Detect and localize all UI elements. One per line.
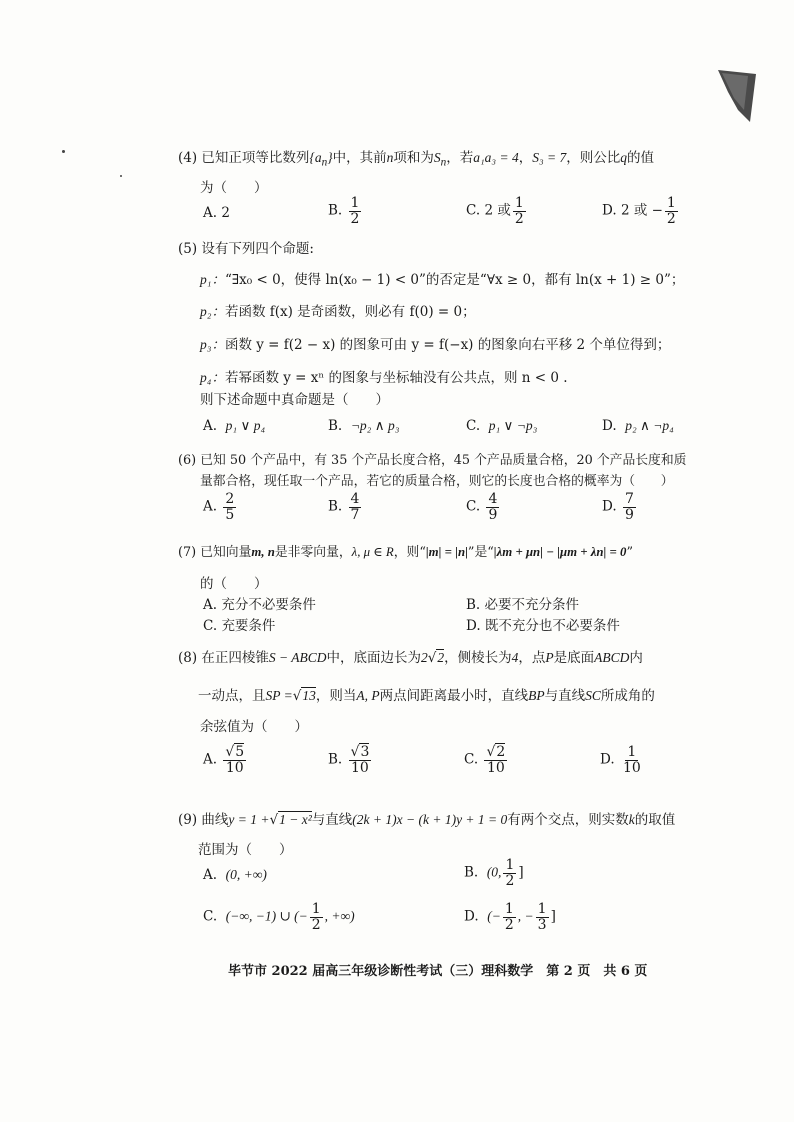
option-value: 2 或 (484, 202, 511, 219)
q8-point: P (545, 650, 554, 665)
fraction-radicand: 5 (235, 744, 245, 760)
q6-line2: 量都合格，现任取一个产品，若它的质量合格，则它的长度也合格的概率为（ ） (200, 474, 674, 489)
fraction-num: 1 (666, 195, 676, 211)
option-label: A. (203, 751, 218, 768)
fraction (349, 492, 362, 522)
q7-option-a[interactable] (203, 593, 316, 613)
proposition-text: “∃x₀ < 0，使得 ln(x₀ − 1) < 0”的否定是“∀x ≥ 0，都有 ln(x + 1) ≥ 0”； (224, 272, 685, 288)
q4-option-b[interactable] (328, 196, 363, 226)
fraction-num: 2 (225, 491, 235, 507)
option-value: ] (550, 908, 556, 925)
fraction-radicand: 3 (360, 744, 370, 760)
q4-text: 的值 (627, 150, 655, 166)
fraction: $\frac{√5}{10}$ (225, 744, 245, 776)
q8-line-sc: SC (585, 688, 601, 703)
option-value: ¬p₂ ∧ p₃ (350, 418, 400, 433)
q4-option-d[interactable] (602, 196, 680, 226)
proposition-label: p₁： (200, 272, 225, 287)
fraction-den: 10 (486, 759, 505, 776)
fraction-num: 4 (488, 491, 498, 507)
q7-text: ，则“ (393, 545, 426, 560)
option-value: p₂ ∧ ¬p₄ (625, 418, 674, 433)
option-value: 2 或 − (620, 202, 663, 219)
q4-stem-line1 (178, 146, 654, 169)
q8-option-a[interactable] (203, 745, 248, 775)
q8-text: 两点间距离最小时，直线 (379, 688, 529, 704)
proposition-text: 若幂函数 y = xⁿ 的图象与坐标轴没有公共点，则 n < 0 . (224, 370, 568, 386)
fraction (310, 902, 323, 932)
fraction-den: 9 (488, 506, 498, 523)
fraction-num: 1 (350, 195, 360, 211)
q7-option-b[interactable] (466, 593, 579, 613)
q9-text: 与直线 (311, 812, 353, 828)
option-label: A. (203, 418, 218, 434)
fraction (536, 902, 549, 932)
option-label: D. (464, 908, 479, 925)
q4-condition: S₃ = 7 (532, 150, 567, 165)
fraction (503, 858, 516, 888)
q7-text: ”是“ (467, 545, 494, 560)
q4-seq-sub: n (321, 156, 328, 169)
option-label: C. (466, 498, 481, 515)
fraction (486, 492, 499, 522)
option-label: B. (466, 597, 481, 613)
q4-q: q (620, 150, 628, 165)
q7-text: ” (626, 545, 633, 560)
q5-option-a[interactable] (203, 418, 265, 434)
fraction-den: 2 (666, 210, 676, 227)
q9-option-c[interactable] (203, 902, 355, 932)
fraction (665, 196, 678, 226)
option-label: B. (328, 498, 343, 515)
option-label: D. (602, 418, 617, 434)
fraction-den: 2 (514, 210, 524, 227)
q8-text: 内 (629, 650, 643, 666)
q7-condition: |m| = |n| (425, 545, 468, 559)
option-label: D. (466, 618, 481, 634)
fraction (503, 902, 516, 932)
fraction-num: 7 (624, 491, 634, 507)
q8-text: 一动点，且 (198, 688, 266, 704)
option-value: p₁ ∨ ¬p₃ (488, 418, 538, 433)
q8-text: ，则当 (315, 688, 357, 704)
q6-option-d[interactable] (602, 492, 638, 522)
fraction (223, 492, 236, 522)
q4-text: 中，其前 (332, 150, 387, 166)
fraction (349, 196, 362, 226)
option-label: C. (466, 418, 481, 434)
option-value: 2 (221, 205, 230, 221)
fraction-num: 1 (311, 901, 321, 917)
scan-speck (62, 150, 65, 153)
q4-text: (4) 已知正项等比数列 (178, 150, 310, 166)
fraction-num: 1 (627, 744, 637, 760)
q9-text: 有两个交点，则实数 (507, 812, 629, 828)
fraction-den: 2 (311, 916, 321, 933)
fraction-num: 1 (504, 901, 514, 917)
fraction-den: 2 (504, 916, 514, 933)
fraction-num: 1 (537, 901, 547, 917)
option-value: (− (487, 908, 501, 924)
q5-ask: 则下述命题中真命题是（ ） (200, 392, 389, 408)
scan-speck (120, 175, 122, 177)
proposition-text: 若函数 f(x) 是奇函数，则必有 f(0) = 0； (224, 304, 476, 320)
q8-text: ，侧棱长为 (444, 650, 512, 666)
q8-line2: 一动点，且SP =√13，则当A, P两点间距离最小时，直线BP与直线SC所成角的 (198, 688, 655, 704)
option-label: D. (600, 751, 615, 768)
q8-line1: (8) 在正四棱锥S − ABCD中，底面边长为2√2，侧棱长为4，点P是底面ABCD内 (178, 650, 643, 666)
q6-option-c[interactable] (466, 492, 501, 522)
q4-option-c[interactable] (466, 196, 528, 226)
option-value: ] (518, 864, 524, 881)
option-label: B. (328, 418, 343, 434)
q9-curve: y = 1 + (228, 812, 270, 827)
scan-corner-artifact (718, 70, 756, 122)
q4-option-a[interactable] (203, 205, 230, 221)
fraction-den: 7 (350, 506, 360, 523)
q8-sp: SP = (265, 688, 293, 703)
option-value: 必要不充分条件 (484, 597, 580, 613)
q5-option-c[interactable] (466, 418, 537, 434)
q8-line3: 余弦值为（ ） (200, 719, 308, 735)
q8-text: ，点 (518, 650, 546, 666)
option-label: C. (464, 751, 479, 768)
q4-S-sub: n (440, 156, 447, 169)
fraction-den: 9 (624, 506, 634, 523)
proposition-text: 函数 y = f(2 − x) 的图象可由 y = f(−x) 的图象向右平移 2 个单位得到； (224, 337, 671, 353)
q6-option-b[interactable] (328, 492, 363, 522)
q8-edge-radicand: 2 (437, 650, 445, 665)
fraction-radicand: 2 (496, 744, 506, 760)
q4-seq-end: } (327, 150, 333, 165)
q9-line2: 范围为（ ） (198, 842, 293, 858)
option-label: A. (203, 597, 218, 613)
q9-k: k (628, 812, 635, 827)
q4-n: n (386, 150, 394, 165)
q9-option-d[interactable] (464, 902, 556, 932)
q8-line-bp: BP (528, 688, 545, 703)
q5-p4 (200, 366, 568, 386)
q4-text: ，则公比 (566, 150, 621, 166)
option-label: B. (328, 751, 343, 768)
fraction: $\frac{√3}{10}$ (350, 744, 370, 776)
option-label: C. (466, 202, 481, 219)
option-label: D. (602, 202, 617, 219)
q8-sp-radicand: 13 (302, 688, 316, 703)
q8-base: ABCD (594, 650, 630, 665)
q8-side: 4 (511, 650, 519, 665)
option-value: (−∞, −1) ∪ (− (225, 908, 308, 924)
q9-line-eq: (2k + 1)x − (k + 1)y + 1 = 0 (352, 812, 508, 827)
q5-option-b[interactable] (328, 418, 399, 434)
q5-p2 (200, 300, 476, 320)
q9-option-b[interactable] (464, 858, 524, 888)
fraction: $\frac{√2}{10}$ (486, 744, 506, 776)
fraction-den: 10 (225, 759, 244, 776)
q9-curve-radicand: 1 − x² (279, 812, 312, 827)
q8-pyramid: S − ABCD (268, 650, 327, 665)
proposition-label: p₃： (200, 337, 225, 352)
q7-option-d[interactable] (466, 614, 620, 634)
option-label: C. (203, 618, 218, 634)
q9-text: 的取值 (634, 812, 676, 828)
option-value: (0, (486, 864, 502, 880)
fraction (621, 745, 643, 775)
fraction (513, 196, 526, 226)
option-label: C. (203, 908, 218, 925)
option-label: A. (203, 867, 218, 883)
q7-condition: |λm + μn| − |μm + λn| = 0 (493, 545, 627, 559)
q4-seq: {a (309, 150, 322, 165)
q4-text: ，若 (446, 150, 474, 166)
q8-text: 所成角的 (600, 688, 655, 704)
option-label: A. (203, 498, 218, 515)
option-value: , − (517, 908, 534, 924)
q4-sep: ， (518, 150, 533, 166)
option-label: D. (602, 498, 617, 515)
fraction-den: 10 (351, 759, 369, 776)
fraction-den: 5 (225, 506, 235, 523)
q8-option-c[interactable] (464, 745, 509, 775)
fraction-num: 4 (350, 491, 360, 507)
page-footer: 毕节市 2022 届高三年级诊断性考试（三）理科数学 第 2 页 共 6 页 (228, 964, 648, 979)
q6-line1: (6) 已知 50 个产品中，有 35 个产品长度合格，45 个产品质量合格，20 个产品长度和质 (178, 453, 687, 468)
q5-option-d[interactable] (602, 418, 674, 434)
fraction-den: 2 (350, 210, 360, 227)
q7-vectors: m, n (251, 545, 275, 559)
fraction (623, 492, 636, 522)
q8-edge-coef: 2 (421, 650, 428, 665)
q5-stem: (5) 设有下列四个命题: (178, 241, 314, 257)
option-value: , +∞) (324, 908, 355, 924)
q7-option-c[interactable] (203, 614, 275, 634)
option-value: 既不充分也不必要条件 (484, 618, 620, 634)
q9-option-a[interactable] (203, 867, 267, 883)
q7-line2: 的（ ） (200, 576, 268, 592)
option-value: 充要条件 (221, 618, 276, 634)
fraction-den: 2 (505, 872, 515, 889)
q7-line1 (178, 541, 633, 560)
fraction-num: 1 (505, 857, 515, 873)
q8-option-b[interactable] (328, 745, 373, 775)
q7-text: 是非零向量， (274, 545, 352, 560)
option-value: 充分不必要条件 (221, 597, 316, 613)
q6-option-a[interactable] (203, 492, 238, 522)
q8-text: 与直线 (544, 688, 586, 704)
q4-stem-line2: 为（ ） (200, 180, 268, 196)
q8-option-d[interactable] (600, 745, 645, 775)
q7-params: λ, μ ∈ R (351, 545, 394, 559)
q4-S: S (433, 150, 441, 165)
option-value: p₁ ∨ p₄ (225, 418, 266, 433)
proposition-label: p₄： (200, 370, 225, 385)
proposition-label: p₂： (200, 304, 225, 319)
q4-text: 项和为 (393, 150, 434, 166)
q9-text: (9) 曲线 (178, 812, 229, 828)
option-label: B. (464, 864, 479, 881)
fraction-den: 3 (537, 916, 547, 933)
option-label: A. (203, 205, 218, 221)
option-value: (0, +∞) (225, 867, 267, 882)
q8-text: (8) 在正四棱锥 (178, 650, 269, 666)
q8-text: 是底面 (553, 650, 595, 666)
q5-p1 (200, 268, 684, 288)
q7-text: (7) 已知向量 (178, 545, 252, 560)
fraction-den: 10 (622, 759, 641, 776)
q4-condition: a₁a₃ = 4 (473, 150, 519, 165)
q5-p3 (200, 333, 670, 353)
q9-line1: (9) 曲线y = 1 +√1 − x²与直线(2k + 1)x − (k + 1)y + 1 = 0有两个交点，则实数k的取值 (178, 812, 676, 828)
q8-points: A, P (356, 688, 380, 703)
option-label: B. (328, 202, 343, 219)
fraction-num: 1 (514, 195, 524, 211)
q8-text: 中，底面边长为 (326, 650, 422, 666)
